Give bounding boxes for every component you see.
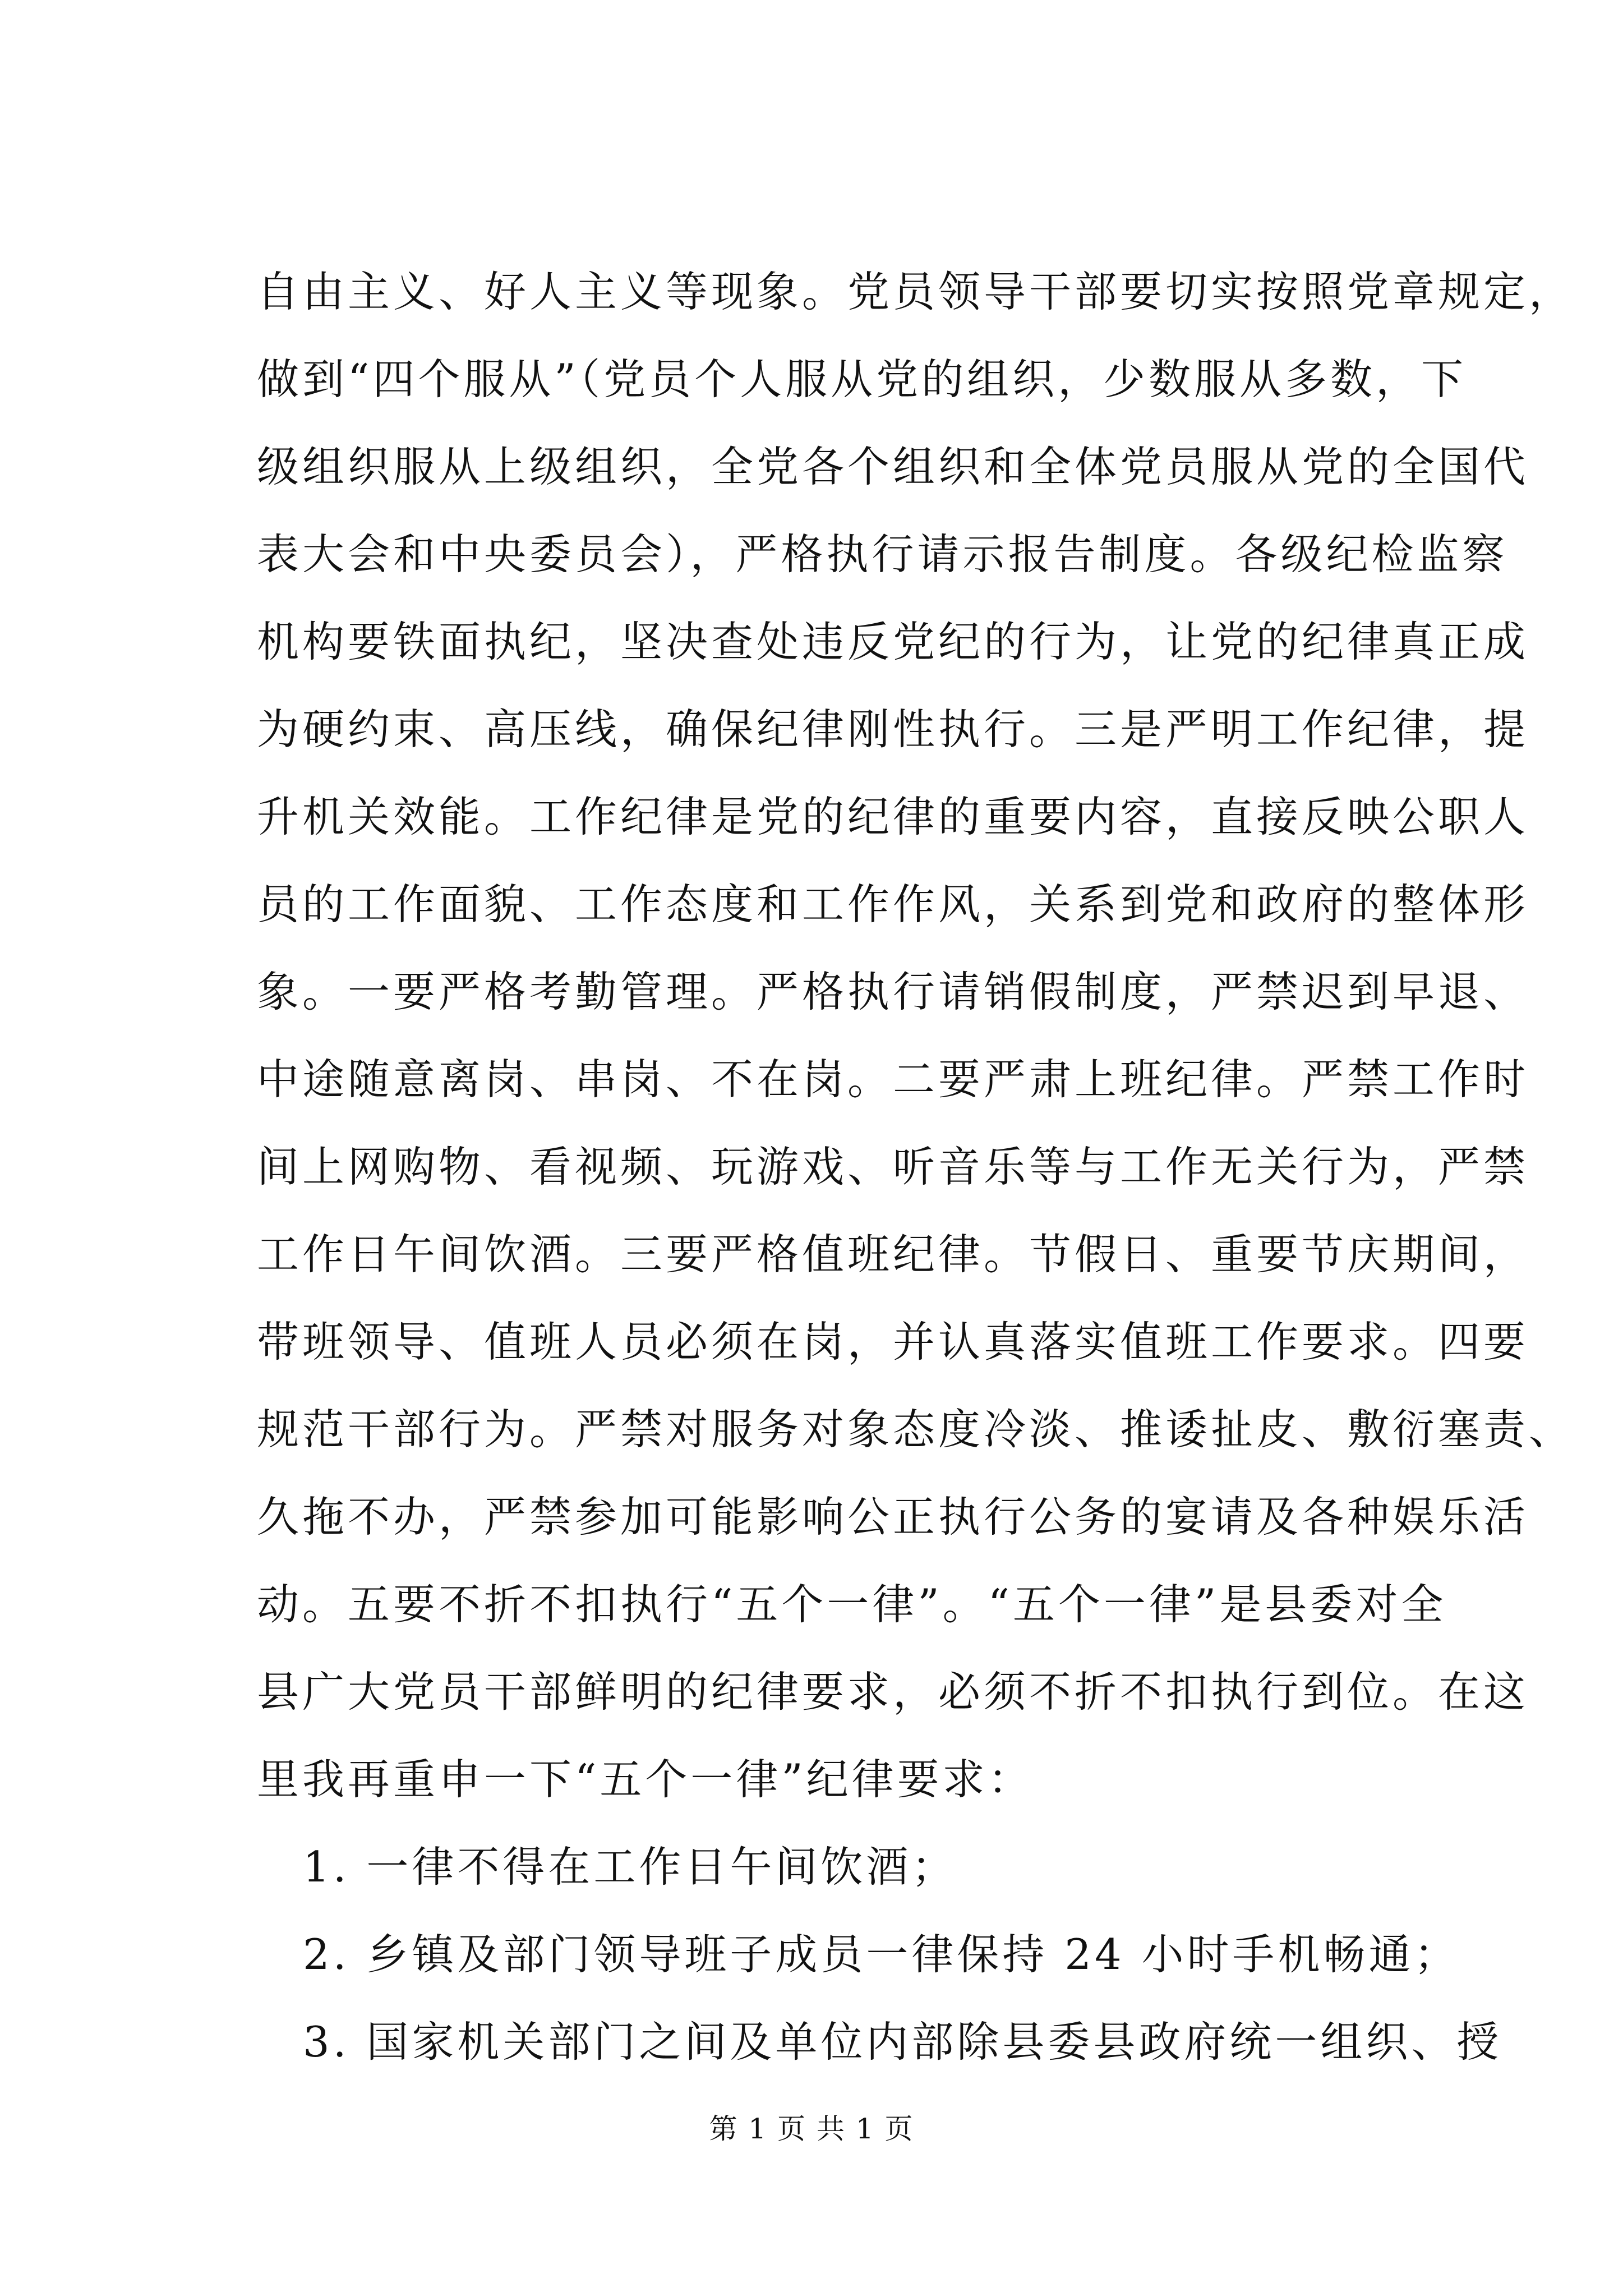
- body-text-line: 象。一要严格考勤管理。严格执行请销假制度，严禁迟到早退、: [257, 967, 1529, 1016]
- body-text-line: 升机关效能。工作纪律是党的纪律的重要内容，直接反映公职人: [257, 792, 1529, 841]
- body-text-line: 带班领导、值班人员必须在岗，并认真落实值班工作要求。四要: [257, 1317, 1529, 1366]
- body-text-line: 做到“四个服从”（党员个人服从党的组织，少数服从多数，下: [257, 355, 1467, 404]
- list-item: 1. 一律不得在工作日午间饮酒；: [303, 1842, 957, 1892]
- body-text-line: 级组织服从上级组织，全党各个组织和全体党员服从党的全国代: [257, 442, 1529, 491]
- body-text-line: 员的工作面貌、工作态度和工作作风，关系到党和政府的整体形: [257, 880, 1529, 929]
- body-text-line: 久拖不办，严禁参加可能影响公正执行公务的宴请及各种娱乐活: [257, 1492, 1529, 1542]
- body-text-line: 表大会和中央委员会），严格执行请示报告制度。各级纪检监察: [257, 530, 1508, 579]
- body-text-line: 里我再重申一下“五个一律”纪律要求：: [257, 1755, 1034, 1804]
- body-text-line: 中途随意离岗、串岗、不在岗。二要严肃上班纪律。严禁工作时: [257, 1055, 1529, 1104]
- body-text-line: 规范干部行为。严禁对服务对象态度冷淡、推诿扯皮、敷衍塞责、: [257, 1405, 1575, 1454]
- body-text-line: 工作日午间饮酒。三要严格值班纪律。节假日、重要节庆期间，: [257, 1230, 1529, 1279]
- page-footer: 第 1 页 共 1 页: [709, 2113, 914, 2145]
- list-item: 2. 乡镇及部门领导班子成员一律保持 24 小时手机畅通；: [303, 1930, 1460, 1979]
- body-text-line: 县广大党员干部鲜明的纪律要求，必须不折不扣执行到位。在这: [257, 1667, 1529, 1717]
- list-item: 3. 国家机关部门之间及单位内部除县委县政府统一组织、授: [303, 2017, 1502, 2067]
- body-text-line: 动。五要不折不扣执行“五个一律”。“五个一律”是县委对全: [257, 1580, 1447, 1629]
- body-text-line: 自由主义、好人主义等现象。党员领导干部要切实按照党章规定，: [257, 267, 1575, 316]
- body-text-line: 间上网购物、看视频、玩游戏、听音乐等与工作无关行为，严禁: [257, 1142, 1529, 1191]
- body-text-line: 机构要铁面执纪，坚决查处违反党纪的行为，让党的纪律真正成: [257, 617, 1529, 666]
- body-text-line: 为硬约束、高压线，确保纪律刚性执行。三是严明工作纪律，提: [257, 705, 1529, 754]
